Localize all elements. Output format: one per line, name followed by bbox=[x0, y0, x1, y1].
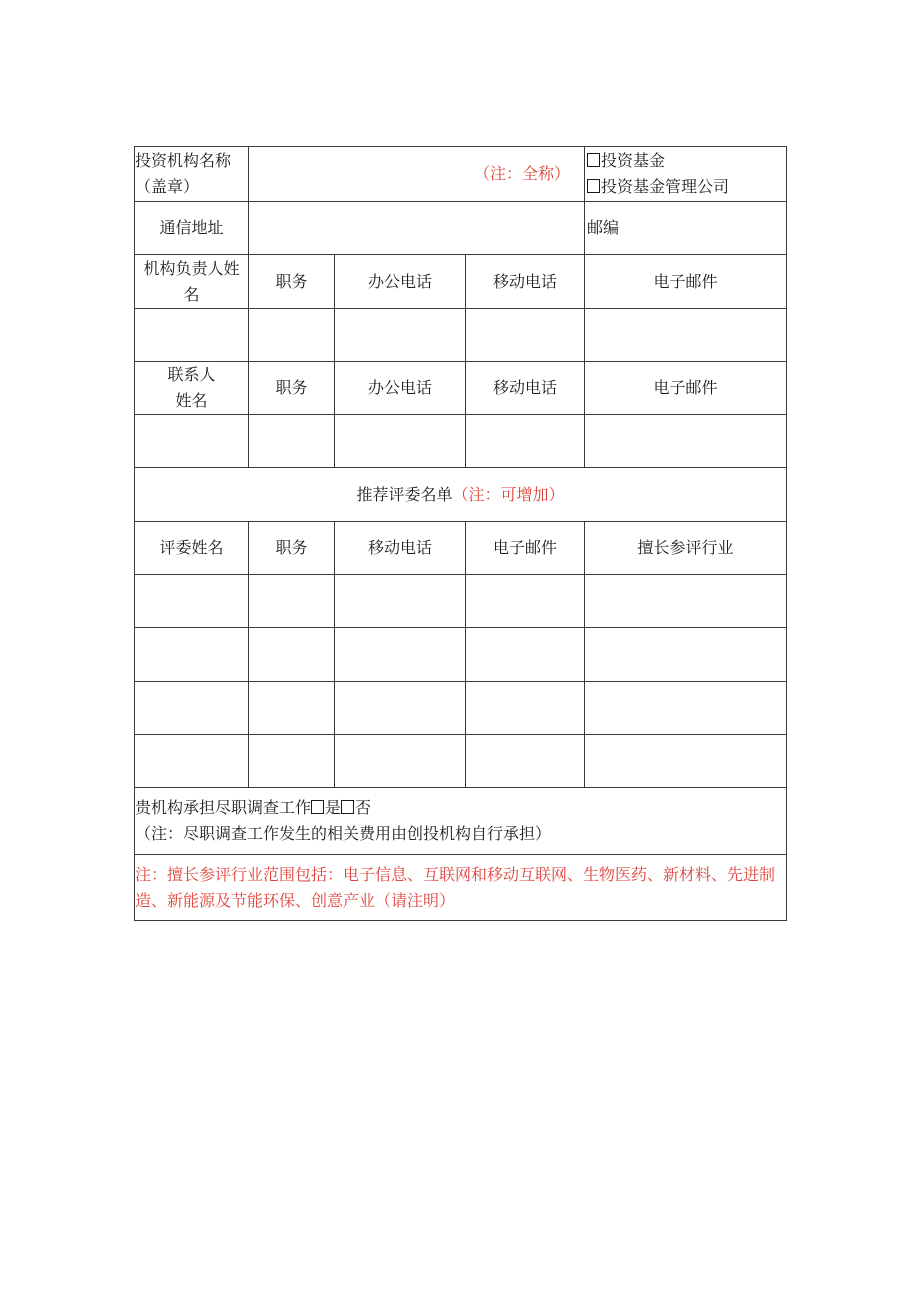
org-name-note: （注：全称） bbox=[474, 164, 571, 183]
contact-data-row bbox=[135, 415, 787, 468]
judges-title-cell bbox=[135, 468, 787, 522]
contact-email-input[interactable] bbox=[585, 415, 787, 468]
judge-mobile-phone-input[interactable] bbox=[335, 628, 466, 682]
judge-position-input[interactable] bbox=[249, 682, 335, 735]
fund-option-label: 投资基金 bbox=[601, 151, 666, 170]
address-label: 通信地址 bbox=[135, 202, 249, 255]
head-header-office-phone: 办公电话 bbox=[335, 255, 466, 309]
due-diligence-question: 贵机构承担尽职调查工作 bbox=[135, 798, 312, 817]
judges-header-name: 评委姓名 bbox=[135, 522, 249, 575]
org-type-option-management-company[interactable] bbox=[587, 174, 786, 200]
head-header-email: 电子邮件 bbox=[585, 255, 787, 309]
head-name-label-line1: 机构负责人姓 bbox=[143, 258, 240, 278]
judge-position-input[interactable] bbox=[249, 628, 335, 682]
judge-email-input[interactable] bbox=[466, 575, 585, 628]
judge-row bbox=[135, 735, 787, 788]
contact-name-input[interactable] bbox=[135, 415, 249, 468]
head-name-label-line2: 名 bbox=[183, 284, 200, 304]
judge-mobile-phone-input[interactable] bbox=[335, 682, 466, 735]
contact-name-label-cell bbox=[135, 362, 249, 415]
fund-checkbox[interactable] bbox=[587, 153, 600, 167]
head-header-position: 职务 bbox=[249, 255, 335, 309]
postcode-label[interactable]: 邮编 bbox=[585, 202, 787, 255]
judge-position-input[interactable] bbox=[249, 575, 335, 628]
judge-email-input[interactable] bbox=[466, 735, 585, 788]
org-type-option-fund[interactable] bbox=[587, 148, 786, 174]
contact-office-phone-input[interactable] bbox=[335, 415, 466, 468]
contact-header-email: 电子邮件 bbox=[585, 362, 787, 415]
judge-industry-input[interactable] bbox=[585, 628, 787, 682]
due-diligence-no-checkbox[interactable] bbox=[341, 800, 354, 814]
judge-mobile-phone-input[interactable] bbox=[335, 735, 466, 788]
judges-header-position: 职务 bbox=[249, 522, 335, 575]
due-diligence-question-line bbox=[135, 795, 786, 821]
head-name-label-cell bbox=[135, 255, 249, 309]
head-position-input[interactable] bbox=[249, 309, 335, 362]
judges-header-email: 电子邮件 bbox=[466, 522, 585, 575]
due-diligence-note: （注：尽职调查工作发生的相关费用由创投机构自行承担） bbox=[135, 824, 552, 843]
judge-mobile-phone-input[interactable] bbox=[335, 575, 466, 628]
org-type-options-cell bbox=[585, 147, 787, 202]
due-diligence-yes-label: 是 bbox=[325, 798, 342, 817]
judge-email-input[interactable] bbox=[466, 682, 585, 735]
judge-row bbox=[135, 575, 787, 628]
judge-name-input[interactable] bbox=[135, 575, 249, 628]
judge-name-input[interactable] bbox=[135, 735, 249, 788]
due-diligence-yes-checkbox[interactable] bbox=[311, 800, 324, 814]
head-name-input[interactable] bbox=[135, 309, 249, 362]
judge-row bbox=[135, 682, 787, 735]
judge-row bbox=[135, 628, 787, 682]
contact-position-input[interactable] bbox=[249, 415, 335, 468]
contact-header-row bbox=[135, 362, 787, 415]
org-name-label-cell bbox=[135, 147, 249, 202]
contact-name-label-line1: 联系人 bbox=[167, 365, 216, 384]
head-office-phone-input[interactable] bbox=[335, 309, 466, 362]
head-header-mobile-phone: 移动电话 bbox=[466, 255, 585, 309]
org-name-row bbox=[135, 147, 787, 202]
head-mobile-phone-input[interactable] bbox=[466, 309, 585, 362]
judge-industry-input[interactable] bbox=[585, 575, 787, 628]
head-data-row bbox=[135, 309, 787, 362]
judges-header-mobile-phone: 移动电话 bbox=[335, 522, 466, 575]
contact-header-mobile-phone: 移动电话 bbox=[466, 362, 585, 415]
application-form-table bbox=[134, 146, 787, 921]
due-diligence-row bbox=[135, 788, 787, 855]
judge-position-input[interactable] bbox=[249, 735, 335, 788]
judge-industry-input[interactable] bbox=[585, 682, 787, 735]
contact-header-position: 职务 bbox=[249, 362, 335, 415]
judge-name-input[interactable] bbox=[135, 682, 249, 735]
due-diligence-cell bbox=[135, 788, 787, 855]
contact-name-label-line2: 姓名 bbox=[175, 391, 208, 410]
contact-header-office-phone: 办公电话 bbox=[335, 362, 466, 415]
address-input-cell[interactable] bbox=[249, 202, 585, 255]
judges-header-row bbox=[135, 522, 787, 575]
head-header-row bbox=[135, 255, 787, 309]
address-row bbox=[135, 202, 787, 255]
judges-title-row bbox=[135, 468, 787, 522]
footer-note-row bbox=[135, 855, 787, 921]
management-company-option-label: 投资基金管理公司 bbox=[601, 177, 730, 196]
org-name-input-cell[interactable] bbox=[249, 147, 585, 202]
contact-mobile-phone-input[interactable] bbox=[466, 415, 585, 468]
head-email-input[interactable] bbox=[585, 309, 787, 362]
org-name-label-line2: （盖章） bbox=[135, 177, 200, 196]
judges-title: 推荐评委名单 bbox=[356, 484, 453, 504]
due-diligence-no-label: 否 bbox=[355, 798, 372, 817]
judges-title-note: （注：可增加） bbox=[452, 484, 565, 504]
judge-email-input[interactable] bbox=[466, 628, 585, 682]
judges-header-industry: 擅长参评行业 bbox=[585, 522, 787, 575]
judge-industry-input[interactable] bbox=[585, 735, 787, 788]
management-company-checkbox[interactable] bbox=[587, 179, 600, 193]
judge-name-input[interactable] bbox=[135, 628, 249, 682]
footer-note: 注：擅长参评行业范围包括：电子信息、互联网和移动互联网、生物医药、新材料、先进制造、新能源及节能环保、创意产业（请注明） bbox=[135, 855, 787, 921]
org-name-label-line1: 投资机构名称 bbox=[135, 151, 232, 170]
